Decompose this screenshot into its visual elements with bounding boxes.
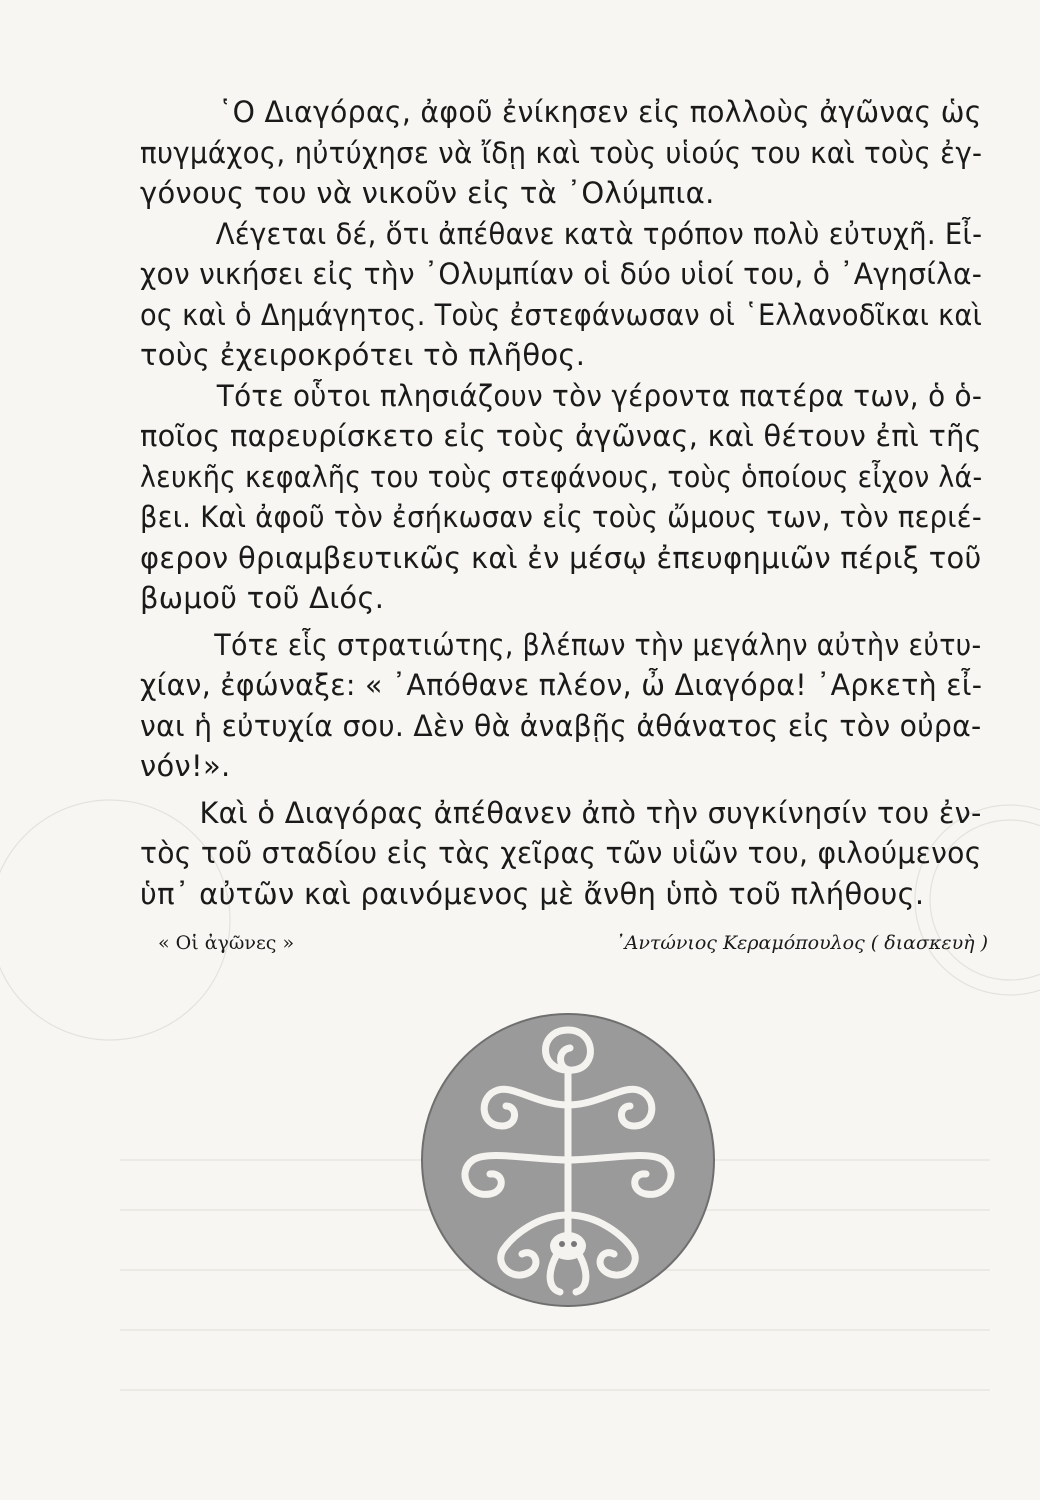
citation-source: « Οἱ ἀγῶνες » [158,932,295,954]
citation-author: ᾿Αντώνιος Κεραμόπουλος ( διασκευὴ ) [615,932,988,954]
text-line: βει. Καὶ ἀφοῦ τὸν ἐσήκωσαν εἰς τοὺς ὤμους των, τὸν περιέ- [140,500,982,534]
paragraph [140,214,982,376]
text-line: ος καὶ ὁ Δημάγητος. Τοὺς ἐστεφάνωσαν οἱ ῾Ελλανοδῖκαι καὶ [140,297,983,332]
text-line: βωμοῦ τοῦ Διός. [140,581,385,615]
text-line: τοὺς ἐχειροκρότει τὸ πλῆθος. [140,338,586,372]
text-line: Τότε οὗτοι πλησιάζουν τὸν γέροντα πατέρα των, ὁ ὁ- [216,378,983,413]
text-line: λευκῆς κεφαλῆς του τοὺς στεφάνους, τοὺς ὁποίους εἶχον λά- [140,459,983,494]
text-line: ὑπ᾿ αὐτῶν καὶ ραινόμενος μὲ ἄνθη ὑπὸ τοῦ πλήθους. [140,876,925,911]
text-line: ποῖος παρευρίσκετο εἰς τοὺς ἀγῶνας, καὶ θέτουν ἐπὶ τῆς [140,419,982,453]
text-line: φερον θριαμβευτικῶς καὶ ἐν μέσῳ ἐπευφημιῶν πέριξ τοῦ [140,540,982,575]
text-line: ναι ἡ εὐτυχία σου. Δὲν θὰ ἀναβῇς ἀθάνατος εἰς τὸν οὐρα- [140,708,982,743]
text-line: Καὶ ὁ Διαγόρας ἀπέθανεν ἀπὸ τὴν συγκίνησίν του ἐν- [199,795,982,830]
paragraph [140,92,982,214]
spiral-rosette-ornament-icon [418,1010,718,1310]
text-line: γόνους του νὰ νικοῦν εἰς τὰ ᾿Ολύμπια. [140,176,715,210]
paragraph [140,625,982,787]
paragraph [140,793,982,915]
paragraph [140,376,982,619]
text-line: Λέγεται δέ, ὅτι ἀπέθανε κατὰ τρόπον πολὺ εὐτυχῆ. Εἶ- [215,216,983,251]
citation [158,932,988,962]
text-line: νόν!». [140,749,231,783]
text-line: τὸς τοῦ σταδίου εἰς τὰς χεῖρας τῶν υἱῶν του, φιλούμενος [140,836,982,870]
text-line: χίαν, ἐφώναξε: « ᾿Απόθανε πλέον, ὦ Διαγόρα! ᾿Αρκετὴ εἶ- [140,668,983,702]
text-line: Τότε εἷς στρατιώτης, βλέπων τὴν μεγάλην αὐτὴν εὐτυ- [214,627,982,662]
text-line: πυγμάχος, ηὐτύχησε νὰ ἴδῃ καὶ τοὺς υἱούς του καὶ τοὺς ἐγ- [140,135,983,170]
body-text [140,92,982,914]
text-line: χον νικήσει εἰς τὴν ᾿Ολυμπίαν οἱ δύο υἱοί του, ὁ ᾿Αγησίλα- [140,257,983,291]
text-line: ῾Ο Διαγόρας, ἀφοῦ ἐνίκησεν εἰς πολλοὺς ἀγῶνας ὡς [218,95,982,129]
